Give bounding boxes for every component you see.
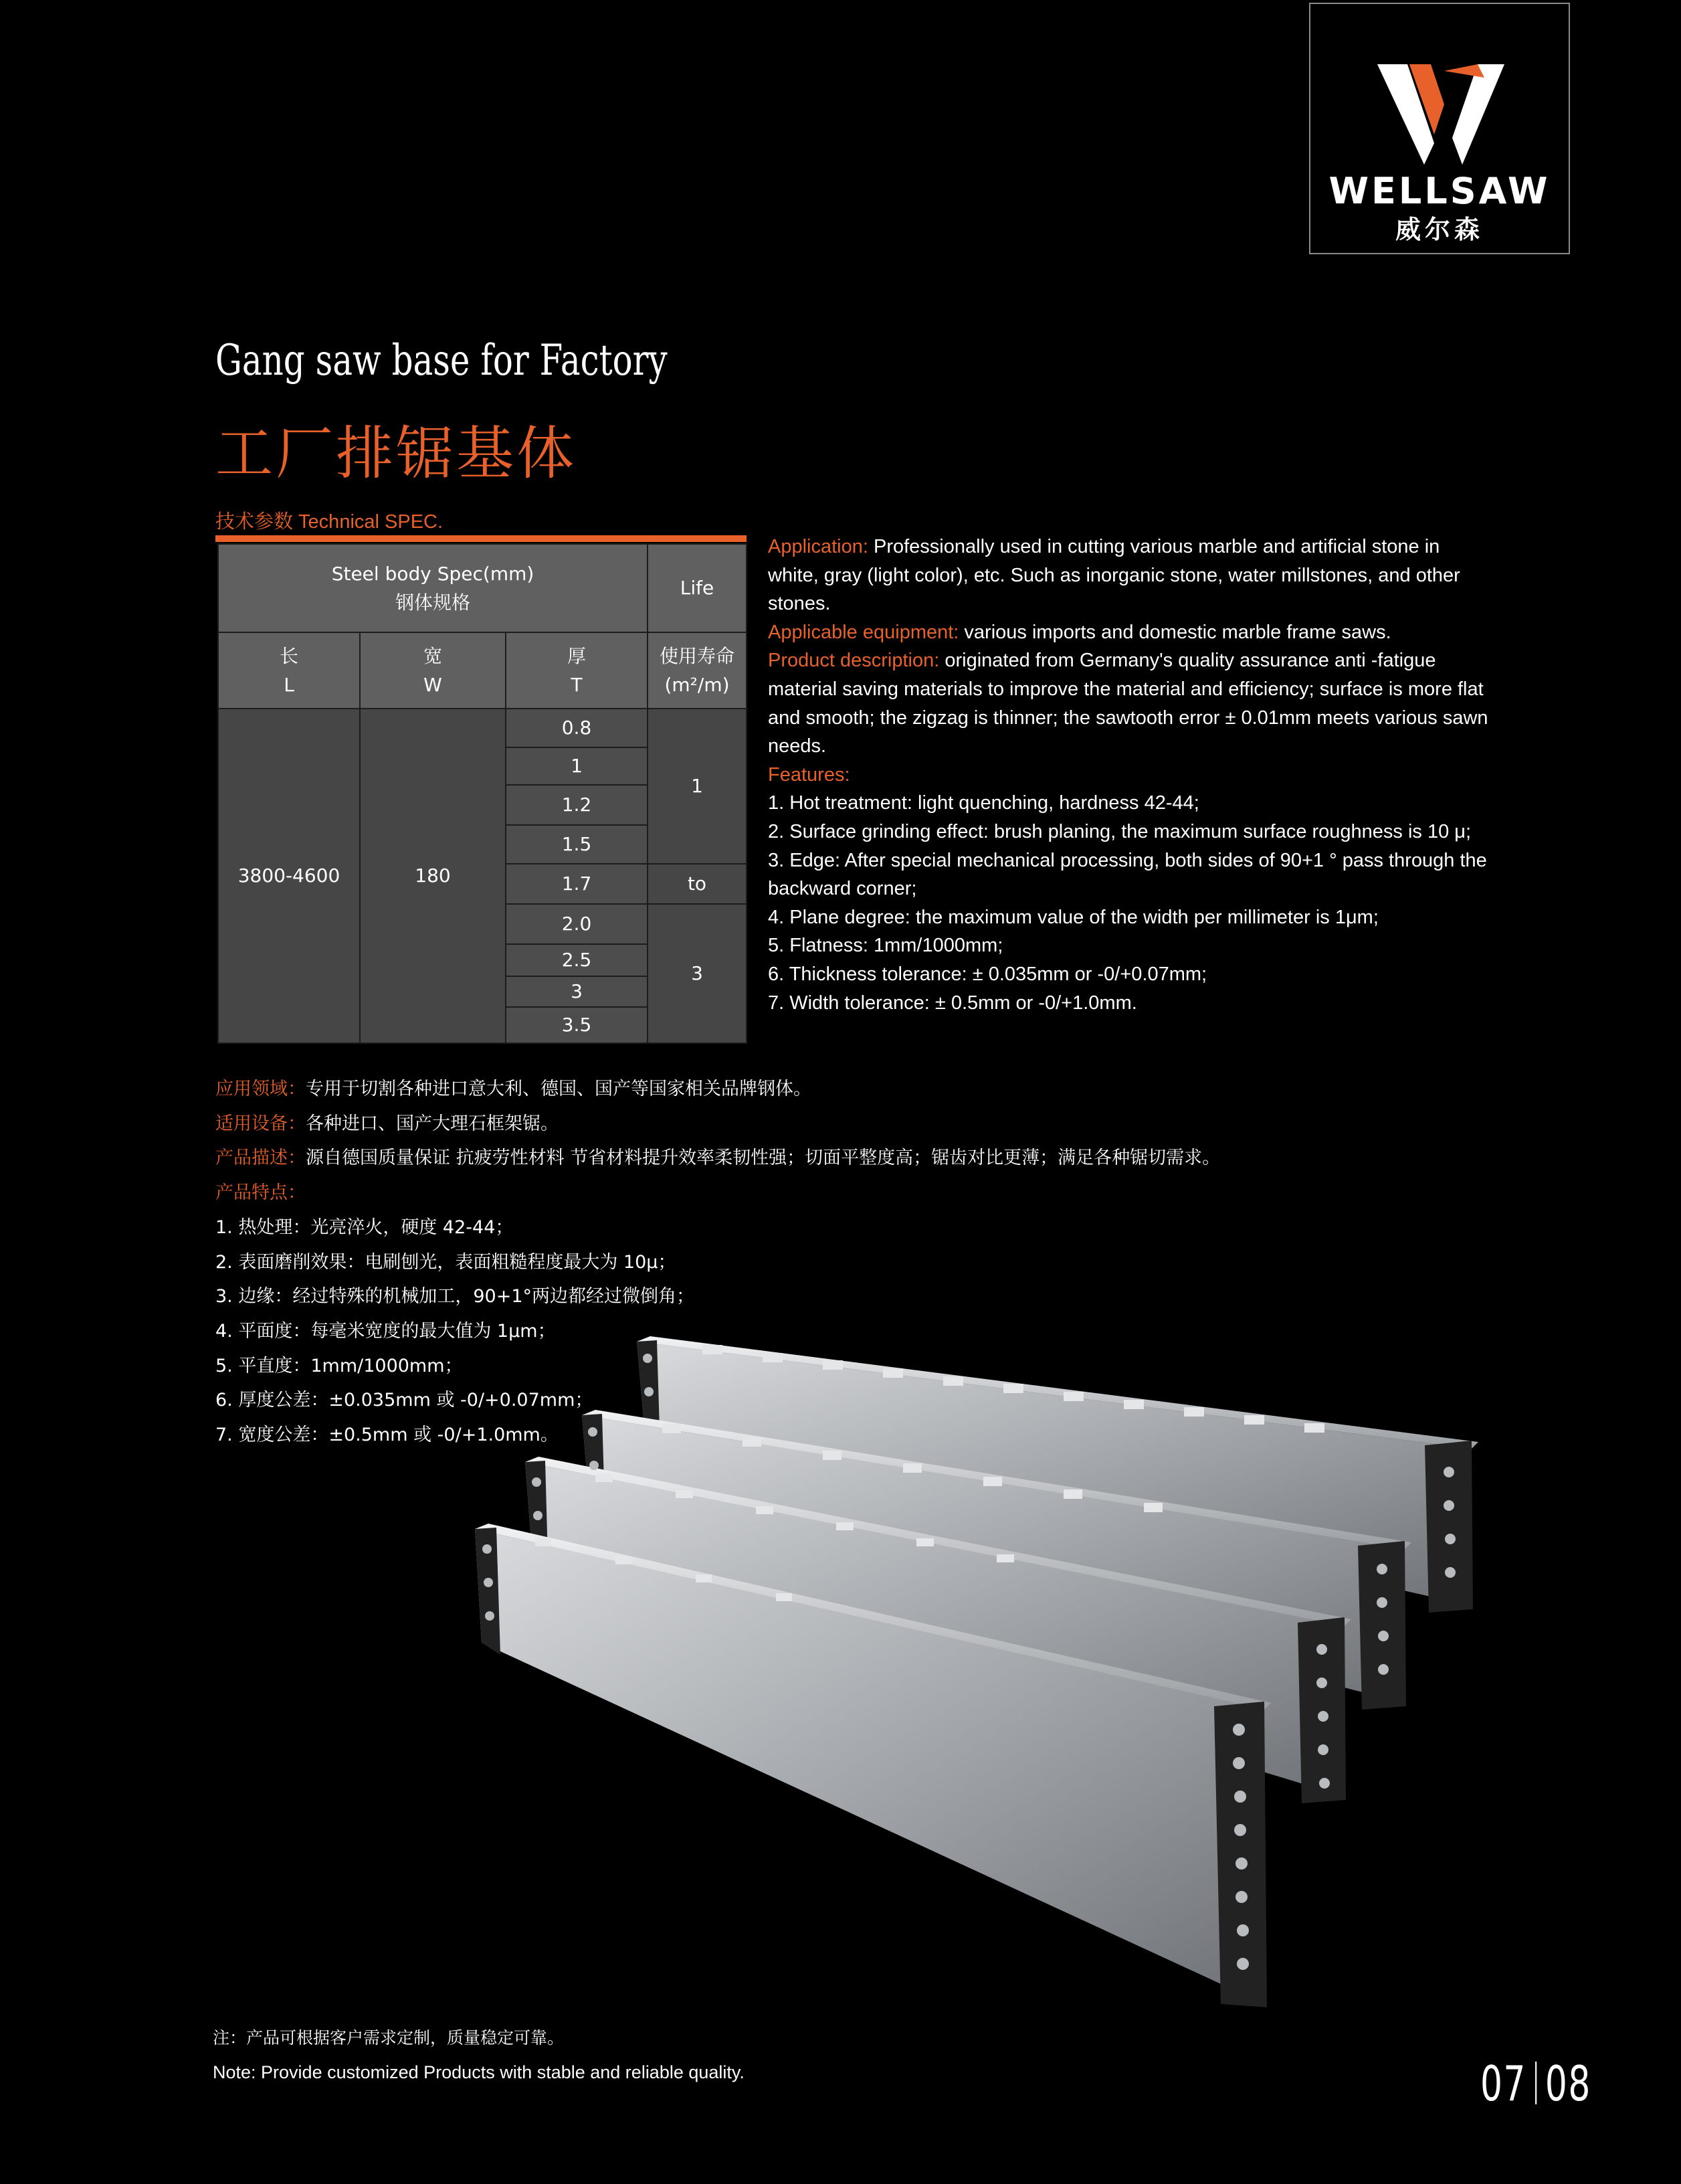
col-header-length bbox=[218, 632, 360, 709]
product-en bbox=[768, 646, 1490, 760]
page-numbers bbox=[1480, 2056, 1591, 2112]
table-subheader-row bbox=[218, 632, 747, 709]
product-cn bbox=[215, 1141, 1221, 1176]
application-text-cn: 专用于切割各种进口意大利、德国、国产等国家相关品牌钢体。 bbox=[306, 1079, 811, 1099]
thickness-cell: 3.5 bbox=[506, 1007, 648, 1043]
width-cell: 180 bbox=[360, 709, 506, 1043]
table-header-row bbox=[218, 544, 747, 632]
equipment-label-en: Applicable equipment: bbox=[768, 621, 959, 643]
group-header-en: Steel body Spec(mm) bbox=[331, 562, 534, 585]
product-text-en: originated from Germany's quality assurance anti -fatigue material saving materials to improve the material and efficiency; surface is more flat and smooth; the zigzag is thinner; the sawtooth error ± 0.01mm meets various sawn needs. bbox=[768, 650, 1488, 757]
equipment-label-cn: 适用设备： bbox=[215, 1113, 306, 1134]
spec-table bbox=[217, 543, 747, 1044]
equipment-text-cn: 各种进口、国产大理石框架锯。 bbox=[306, 1113, 559, 1134]
spec-section-label: 技术参数 Technical SPEC. bbox=[215, 511, 443, 533]
feature-item-en: 1. Hot treatment: light quenching, hardness 42-44; bbox=[768, 792, 1199, 814]
group-header-cn: 钢体规格 bbox=[395, 592, 471, 614]
brand-name-en: WELLSAW bbox=[1328, 170, 1551, 212]
life-cell: 1 bbox=[648, 709, 747, 864]
application-label-en: Application: bbox=[768, 536, 868, 557]
feature-item-cn: 3. 边缘：经过特殊的机械加工，90+1°两边都经过微倒角； bbox=[215, 1286, 694, 1307]
application-en bbox=[768, 533, 1490, 618]
feature-item-en: 2. Surface grinding effect: brush planing, the maximum surface roughness is 10 μ; bbox=[768, 820, 1472, 842]
feature-item-cn: 1. 热处理：光亮淬火，硬度 42-44； bbox=[215, 1216, 514, 1238]
thickness-cell: 1 bbox=[506, 747, 648, 785]
thickness-cell: 2.5 bbox=[506, 944, 648, 976]
col-thickness-cn: 厚 bbox=[567, 644, 587, 667]
feature-item-cn: 5. 平直度：1mm/1000mm； bbox=[215, 1355, 463, 1376]
table-group-header bbox=[218, 544, 648, 632]
gang-saw-blades-image bbox=[462, 1328, 1492, 2037]
col-length-cn: 长 bbox=[279, 644, 298, 667]
product-label-cn: 产品描述： bbox=[215, 1148, 306, 1169]
thickness-cell: 2.0 bbox=[506, 904, 648, 944]
thickness-cell: 3 bbox=[506, 976, 648, 1007]
length-cell: 3800-4600 bbox=[218, 709, 360, 1043]
life-header: Life bbox=[648, 544, 747, 632]
note-en: Note: Provide customized Products with stable and reliable quality. bbox=[213, 2062, 745, 2082]
feature-item-cn: 4. 平面度：每毫米宽度的最大值为 1μm； bbox=[215, 1320, 556, 1342]
col-life-unit: (m²/m) bbox=[664, 674, 730, 696]
thickness-cell: 0.8 bbox=[506, 709, 648, 747]
feature-item-en: 6. Thickness tolerance: ± 0.035mm or -0/+0.07mm; bbox=[768, 963, 1207, 985]
feature-item-en: 7. Width tolerance: ± 0.5mm or -0/+1.0mm. bbox=[768, 992, 1137, 1014]
col-length-symbol: L bbox=[284, 674, 294, 696]
application-label-cn: 应用领域： bbox=[215, 1079, 306, 1099]
product-text-cn: 源自德国质量保证 抗疲劳性材料 节省材料提升效率柔韧性强；切面平整度高；锯齿对比更薄；满足各种锯切需求。 bbox=[306, 1148, 1221, 1169]
page-number-left: 07 bbox=[1480, 2056, 1526, 2112]
page-number-right: 08 bbox=[1545, 2056, 1591, 2112]
feature-item-en: 4. Plane degree: the maximum value of the width per millimeter is 1μm; bbox=[768, 906, 1379, 928]
wellsaw-logo-icon bbox=[1377, 64, 1504, 165]
thickness-cell: 1.7 bbox=[506, 864, 648, 904]
thickness-cell: 1.5 bbox=[506, 825, 648, 864]
col-header-thickness bbox=[506, 632, 648, 709]
table-row bbox=[218, 709, 747, 747]
feature-item-en: 3. Edge: After special mechanical processing, both sides of 90+1 ° pass through the backward corner; bbox=[768, 849, 1487, 900]
product-label-en: Product description: bbox=[768, 650, 940, 672]
features-label-en: Features: bbox=[768, 763, 850, 786]
col-thickness-symbol: T bbox=[571, 674, 583, 696]
equipment-cn bbox=[215, 1107, 1152, 1142]
thickness-cell: 1.2 bbox=[506, 785, 648, 825]
col-width-symbol: W bbox=[423, 674, 442, 696]
col-life-cn: 使用寿命 bbox=[660, 644, 735, 667]
note-cn: 注：产品可根据客户需求定制，质量稳定可靠。 bbox=[213, 2028, 565, 2047]
col-header-width bbox=[360, 632, 506, 709]
life-cell: 3 bbox=[648, 904, 747, 1043]
feature-item-en: 5. Flatness: 1mm/1000mm; bbox=[768, 935, 1003, 957]
features-label-cn: 产品特点： bbox=[215, 1182, 306, 1204]
page-divider bbox=[1535, 2062, 1537, 2104]
spec-divider bbox=[215, 535, 747, 542]
page-title-cn: 工厂排锯基体 bbox=[215, 420, 577, 487]
application-cn bbox=[215, 1072, 1152, 1107]
equipment-text-en: various imports and domestic marble frame saws. bbox=[959, 621, 1391, 643]
brand-name-cn: 威尔森 bbox=[1395, 215, 1484, 244]
life-cell: to bbox=[648, 864, 747, 904]
col-width-cn: 宽 bbox=[423, 644, 442, 667]
equipment-en bbox=[768, 618, 1490, 647]
page-title-en: Gang saw base for Factory bbox=[215, 336, 668, 385]
description-en bbox=[768, 533, 1490, 1017]
feature-item-cn: 6. 厚度公差：±0.035mm 或 -0/+0.07mm； bbox=[215, 1390, 593, 1411]
logo bbox=[1309, 3, 1570, 254]
application-text-en: Professionally used in cutting various marble and artificial stone in white, gray (light color), etc. Such as inorganic stone, water millstones, and other stones. bbox=[768, 536, 1460, 615]
feature-item-cn: 2. 表面磨削效果：电刷刨光，表面粗糙程度最大为 10μ； bbox=[215, 1251, 676, 1273]
feature-item-cn: 7. 宽度公差：±0.5mm 或 -0/+1.0mm。 bbox=[215, 1425, 559, 1446]
col-header-life bbox=[648, 632, 747, 709]
